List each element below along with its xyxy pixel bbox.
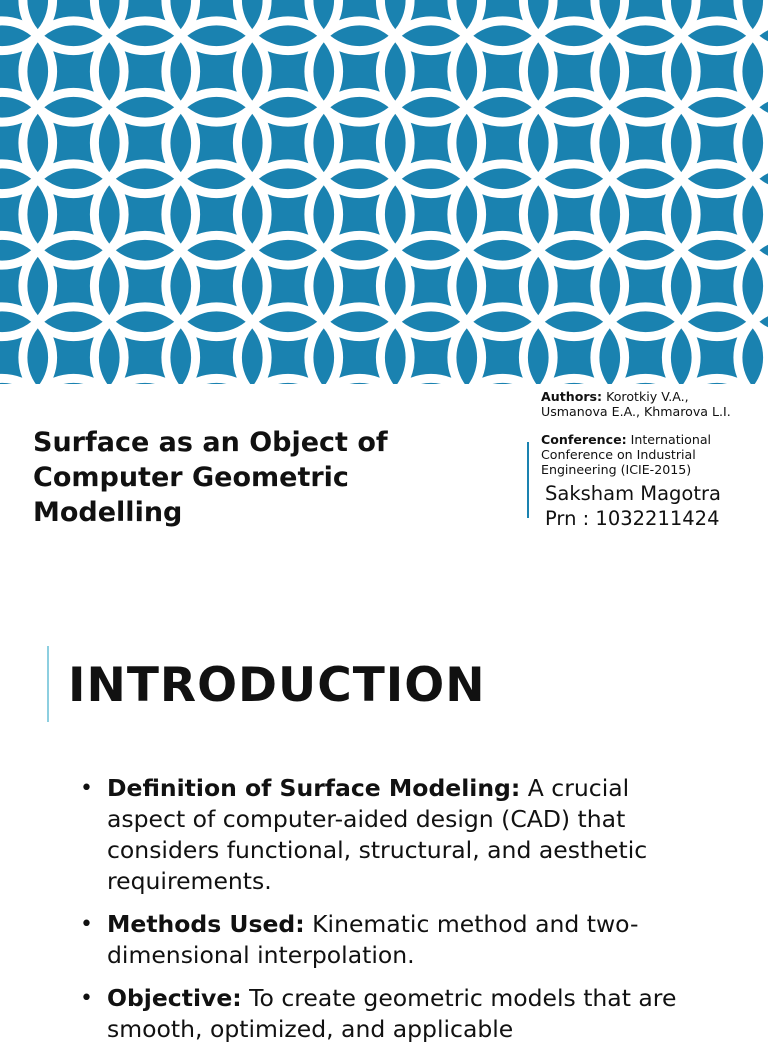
bullet-icon: • xyxy=(80,912,93,937)
authors-value-1: Korotkiy V.A., xyxy=(602,389,689,404)
bullet-list xyxy=(80,773,680,1057)
conference-value-3: Engineering (ICIE-2015) xyxy=(541,462,692,477)
section-divider xyxy=(47,646,49,722)
paper-metadata xyxy=(541,389,761,490)
slide-title xyxy=(33,425,453,530)
authors-label: Authors: xyxy=(541,389,603,404)
bullet-icon: • xyxy=(80,776,93,801)
pattern-ring xyxy=(23,378,124,384)
pattern-ring xyxy=(309,378,410,384)
authors-block xyxy=(541,389,761,419)
list-item xyxy=(80,909,680,971)
bullet-label: Definition of Surface Modeling: xyxy=(107,774,521,802)
bullet-icon: • xyxy=(80,986,93,1011)
pattern-ring xyxy=(237,378,338,384)
pattern-ring xyxy=(94,378,195,384)
conference-label: Conference: xyxy=(541,432,627,447)
conference-value-2: Conference on Industrial xyxy=(541,447,696,462)
presenter-prn: Prn : 1032211424 xyxy=(545,507,720,530)
presenter-name: Saksham Magotra xyxy=(545,482,721,505)
pattern-ring xyxy=(523,378,624,384)
interlocking-circles-pattern-icon xyxy=(0,0,768,384)
pattern-ring xyxy=(595,378,696,384)
conference-block xyxy=(541,432,761,477)
bullet-text: A crucial aspect of computer-aided design (CAD) that considers functional, structural, and aesthetic requirements. xyxy=(107,774,648,895)
pattern-ring xyxy=(166,378,267,384)
list-item xyxy=(80,983,680,1045)
pattern-ring xyxy=(666,378,767,384)
title-line-2: Computer Geometric xyxy=(33,462,349,493)
presenter-info xyxy=(545,481,721,531)
pattern-ring xyxy=(380,378,481,384)
bullet-text: To create geometric models that are smooth, optimized, and applicable xyxy=(107,984,677,1043)
title-line-3: Modelling xyxy=(33,497,183,528)
bullet-text: Kinematic method and two-dimensional interpolation. xyxy=(107,910,639,969)
list-item xyxy=(80,773,680,897)
title-line-1: Surface as an Object of xyxy=(33,427,388,458)
bullet-label: Objective: xyxy=(107,984,242,1012)
title-divider xyxy=(527,442,529,518)
section-heading: INTRODUCTION xyxy=(68,658,486,713)
authors-value-2: Usmanova E.A., Khmarova L.I. xyxy=(541,404,731,419)
pattern-ring xyxy=(452,378,553,384)
bullet-label: Methods Used: xyxy=(107,910,305,938)
conference-value-1: International xyxy=(626,432,712,447)
header-banner xyxy=(0,0,768,384)
